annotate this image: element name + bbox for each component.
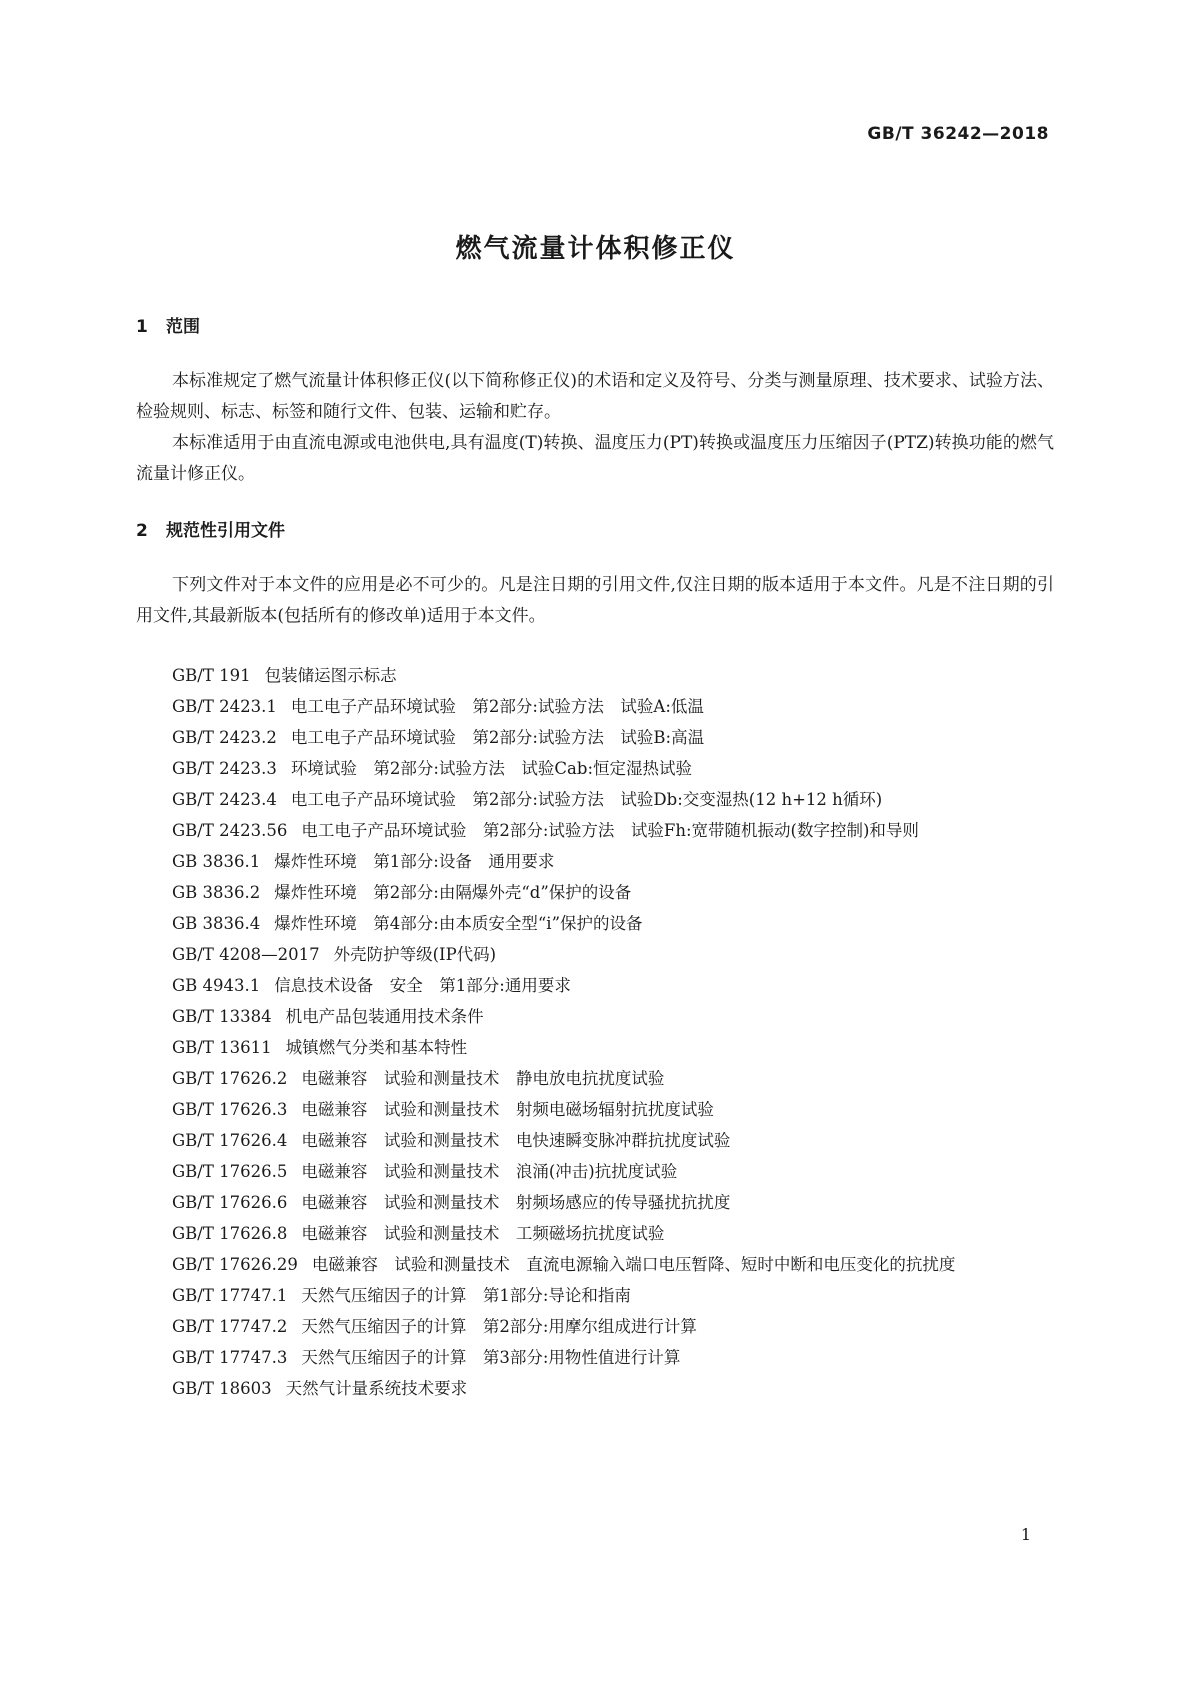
reference-title: 天然气计量系统技术要求 [285, 1379, 468, 1398]
reference-title: 天然气压缩因子的计算 第3部分:用物性值进行计算 [301, 1348, 681, 1367]
paragraph: 本标准规定了燃气流量计体积修正仪(以下简称修正仪)的术语和定义及符号、分类与测量原理、技术要求、试验方法、检验规则、标志、标签和随行文件、包装、运输和贮存。 [136, 371, 1054, 422]
reference-item [136, 1094, 1054, 1125]
section-number: 2 [136, 521, 148, 541]
reference-title: 电磁兼容 试验和测量技术 射频电磁场辐射抗扰度试验 [301, 1100, 714, 1119]
reference-item [136, 1280, 1054, 1311]
reference-code: GB/T 13384 [172, 1007, 272, 1026]
reference-code: GB 3836.1 [172, 852, 261, 871]
reference-title: 电磁兼容 试验和测量技术 射频场感应的传导骚扰抗扰度 [301, 1193, 731, 1212]
reference-code: GB/T 13611 [172, 1038, 272, 1057]
reference-title: 爆炸性环境 第1部分:设备 通用要求 [274, 852, 555, 871]
reference-title: 电工电子产品环境试验 第2部分:试验方法 试验B:高温 [290, 728, 705, 747]
reference-title: 信息技术设备 安全 第1部分:通用要求 [274, 976, 571, 995]
reference-title: 电磁兼容 试验和测量技术 电快速瞬变脉冲群抗扰度试验 [301, 1131, 731, 1150]
reference-code: GB/T 2423.3 [172, 759, 277, 778]
reference-code: GB/T 17747.3 [172, 1348, 288, 1367]
reference-title: 电磁兼容 试验和测量技术 静电放电抗扰度试验 [301, 1069, 665, 1088]
section-number: 1 [136, 317, 148, 337]
reference-title: 外壳防护等级(IP代码) [333, 945, 497, 964]
reference-code: GB/T 17626.8 [172, 1224, 288, 1243]
reference-title: 电工电子产品环境试验 第2部分:试验方法 试验Fh:宽带随机振动(数字控制)和导则 [301, 821, 919, 840]
reference-code: GB/T 191 [172, 666, 251, 685]
reference-title: 电工电子产品环境试验 第2部分:试验方法 试验Db:交变湿热(12 h+12 h循环) [290, 790, 883, 809]
reference-code: GB/T 2423.56 [172, 821, 288, 840]
reference-item [136, 1218, 1054, 1249]
reference-title: 电磁兼容 试验和测量技术 工频磁场抗扰度试验 [301, 1224, 665, 1243]
reference-code: GB/T 17626.3 [172, 1100, 288, 1119]
reference-title: 爆炸性环境 第2部分:由隔爆外壳“d”保护的设备 [274, 883, 632, 902]
reference-item [136, 753, 1054, 784]
reference-item [136, 877, 1054, 908]
reference-code: GB/T 2423.1 [172, 697, 277, 716]
normative-references-list [136, 660, 1054, 1404]
reference-item [136, 660, 1054, 691]
reference-item [136, 784, 1054, 815]
section-1-body [136, 366, 1054, 490]
reference-code: GB/T 18603 [172, 1379, 272, 1398]
reference-item [136, 1125, 1054, 1156]
reference-item [136, 908, 1054, 939]
reference-code: GB/T 17626.29 [172, 1255, 298, 1274]
standard-number: GB/T 36242—2018 [867, 124, 1049, 144]
reference-title: 包装储运图示标志 [264, 666, 397, 685]
reference-item [136, 1342, 1054, 1373]
reference-code: GB 3836.2 [172, 883, 261, 902]
section-title: 规范性引用文件 [166, 521, 285, 541]
reference-item [136, 1311, 1054, 1342]
reference-item [136, 722, 1054, 753]
reference-title: 电磁兼容 试验和测量技术 直流电源输入端口电压暂降、短时中断和电压变化的抗扰度 [311, 1255, 956, 1274]
reference-title: 电磁兼容 试验和测量技术 浪涌(冲击)抗扰度试验 [301, 1162, 678, 1181]
reference-code: GB/T 2423.2 [172, 728, 277, 747]
reference-title: 环境试验 第2部分:试验方法 试验Cab:恒定湿热试验 [290, 759, 692, 778]
reference-code: GB/T 4208—2017 [172, 945, 320, 964]
reference-title: 电工电子产品环境试验 第2部分:试验方法 试验A:低温 [290, 697, 704, 716]
reference-item [136, 846, 1054, 877]
reference-item [136, 691, 1054, 722]
reference-title: 天然气压缩因子的计算 第2部分:用摩尔组成进行计算 [301, 1317, 697, 1336]
reference-item [136, 970, 1054, 1001]
section-1-heading [136, 312, 200, 337]
reference-item [136, 1063, 1054, 1094]
section-title: 范围 [166, 317, 200, 337]
reference-code: GB/T 17747.1 [172, 1286, 288, 1305]
reference-item [136, 1187, 1054, 1218]
paragraph: 下列文件对于本文件的应用是必不可少的。凡是注日期的引用文件,仅注日期的版本适用于本文件。凡是不注日期的引用文件,其最新版本(包括所有的修改单)适用于本文件。 [136, 575, 1054, 626]
reference-code: GB 4943.1 [172, 976, 261, 995]
reference-item [136, 1032, 1054, 1063]
reference-item [136, 1373, 1054, 1404]
reference-code: GB/T 17626.4 [172, 1131, 288, 1150]
reference-item [136, 1156, 1054, 1187]
reference-title: 机电产品包装通用技术条件 [285, 1007, 484, 1026]
reference-code: GB/T 2423.4 [172, 790, 277, 809]
reference-title: 爆炸性环境 第4部分:由本质安全型“i”保护的设备 [274, 914, 643, 933]
section-2-body [136, 570, 1054, 632]
reference-item [136, 939, 1054, 970]
reference-code: GB 3836.4 [172, 914, 261, 933]
reference-code: GB/T 17626.5 [172, 1162, 288, 1181]
section-2-heading [136, 516, 285, 541]
document-title: 燃气流量计体积修正仪 [455, 234, 736, 264]
reference-item [136, 815, 1054, 846]
reference-item [136, 1001, 1054, 1032]
page-number: 1 [1020, 1525, 1031, 1544]
reference-code: GB/T 17747.2 [172, 1317, 288, 1336]
reference-title: 城镇燃气分类和基本特性 [285, 1038, 468, 1057]
reference-code: GB/T 17626.6 [172, 1193, 288, 1212]
reference-title: 天然气压缩因子的计算 第1部分:导论和指南 [301, 1286, 631, 1305]
reference-code: GB/T 17626.2 [172, 1069, 288, 1088]
paragraph: 本标准适用于由直流电源或电池供电,具有温度(T)转换、温度压力(PT)转换或温度压力压缩因子(PTZ)转换功能的燃气流量计修正仪。 [136, 433, 1054, 484]
reference-item [136, 1249, 1054, 1280]
